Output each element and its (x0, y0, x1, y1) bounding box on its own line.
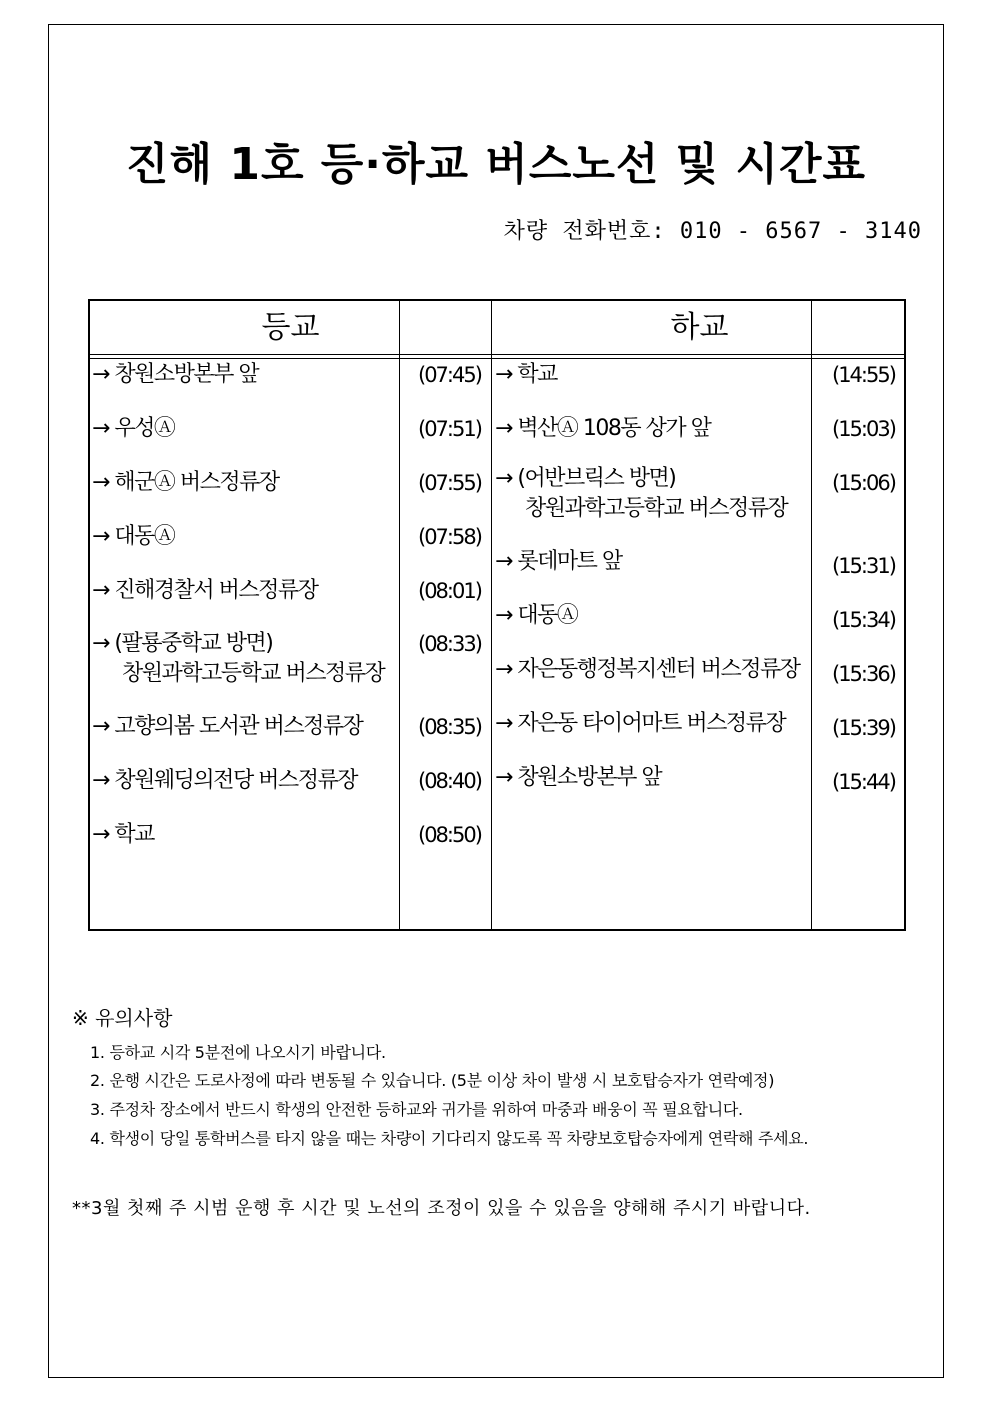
morning-time: (07:45) (418, 363, 481, 387)
afternoon-time: (14:55) (832, 363, 895, 387)
morning-stop (92, 629, 384, 689)
morning-time: (08:35) (418, 715, 481, 739)
afternoon-time: (15:34) (832, 608, 895, 632)
note-item: 3. 주정차 장소에서 반드시 학생의 안전한 등하교와 귀가를 위하여 마중과 배웅이 꼭 필요합니다. (90, 1100, 743, 1119)
divider-afternoon-time (811, 301, 812, 929)
header-rule-bottom (90, 358, 904, 359)
morning-stop: → 고향의봄 도서관 버스정류장 (92, 714, 363, 739)
morning-stop: → 대동Ⓐ (92, 524, 175, 549)
morning-stop-line2: 창원과학고등학교 버스정류장 (122, 661, 385, 686)
afternoon-stop (495, 464, 787, 524)
afternoon-stop: → 자은동행정복지센터 버스정류장 (495, 657, 800, 682)
morning-stop: → 학교 (92, 822, 154, 847)
morning-stop: → 해군Ⓐ 버스정류장 (92, 470, 279, 495)
vehicle-phone: 차량 전화번호: 010 - 6567 - 3140 (503, 219, 922, 244)
morning-time: (07:55) (418, 471, 481, 495)
afternoon-time: (15:44) (832, 770, 895, 794)
divider-center (491, 301, 492, 929)
afternoon-stop: → 롯데마트 앞 (495, 549, 622, 574)
header-afternoon: 하교 (670, 310, 729, 345)
afternoon-time: (15:06) (832, 471, 895, 495)
afternoon-stop: → 대동Ⓐ (495, 603, 578, 628)
afternoon-stop-line2: 창원과학고등학교 버스정류장 (525, 496, 788, 521)
morning-stop: → 진해경찰서 버스정류장 (92, 578, 318, 603)
morning-time: (08:50) (418, 823, 481, 847)
afternoon-time: (15:39) (832, 716, 895, 740)
morning-stop: → 우성Ⓐ (92, 416, 175, 441)
note-item: 1. 등하교 시각 5분전에 나오시기 바랍니다. (90, 1043, 386, 1062)
footer-note: **3월 첫째 주 시범 운행 후 시간 및 노선의 조정이 있을 수 있음을 양해해 주시기 바랍니다. (72, 1198, 811, 1219)
afternoon-stop: → 자은동 타이어마트 버스정류장 (495, 711, 786, 736)
afternoon-time: (15:31) (832, 554, 895, 578)
morning-time: (07:58) (418, 525, 481, 549)
afternoon-time: (15:36) (832, 662, 895, 686)
page-title: 진해 1호 등·하교 버스노선 및 시간표 (126, 139, 866, 190)
afternoon-stop: → 벽산Ⓐ 108동 상가 앞 (495, 416, 711, 441)
notes-title: ※ 유의사항 (72, 1006, 173, 1030)
morning-time: (08:01) (418, 579, 481, 603)
morning-stop-line1: → (팔룡중학교 방면) (92, 631, 273, 656)
afternoon-time: (15:03) (832, 417, 895, 441)
afternoon-stop: → 학교 (495, 362, 557, 387)
morning-stop: → 창원웨딩의전당 버스정류장 (92, 768, 357, 793)
divider-morning-time (399, 301, 400, 929)
afternoon-stop-line1: → (어반브릭스 방면) (495, 466, 676, 491)
morning-stop: → 창원소방본부 앞 (92, 362, 259, 387)
note-item: 4. 학생이 당일 통학버스를 타지 않을 때는 차량이 기다리지 않도록 꼭 차량보호탑승자에게 연락해 주세요. (90, 1129, 809, 1148)
morning-time: (08:33) (418, 632, 481, 656)
timetable (88, 299, 906, 931)
afternoon-stop: → 창원소방본부 앞 (495, 765, 662, 790)
header-morning: 등교 (261, 310, 320, 345)
morning-time: (08:40) (418, 769, 481, 793)
morning-time: (07:51) (418, 417, 481, 441)
note-item: 2. 운행 시간은 도로사정에 따라 변동될 수 있습니다. (5분 이상 차이 발생 시 보호탑승자가 연락예정) (90, 1071, 775, 1090)
